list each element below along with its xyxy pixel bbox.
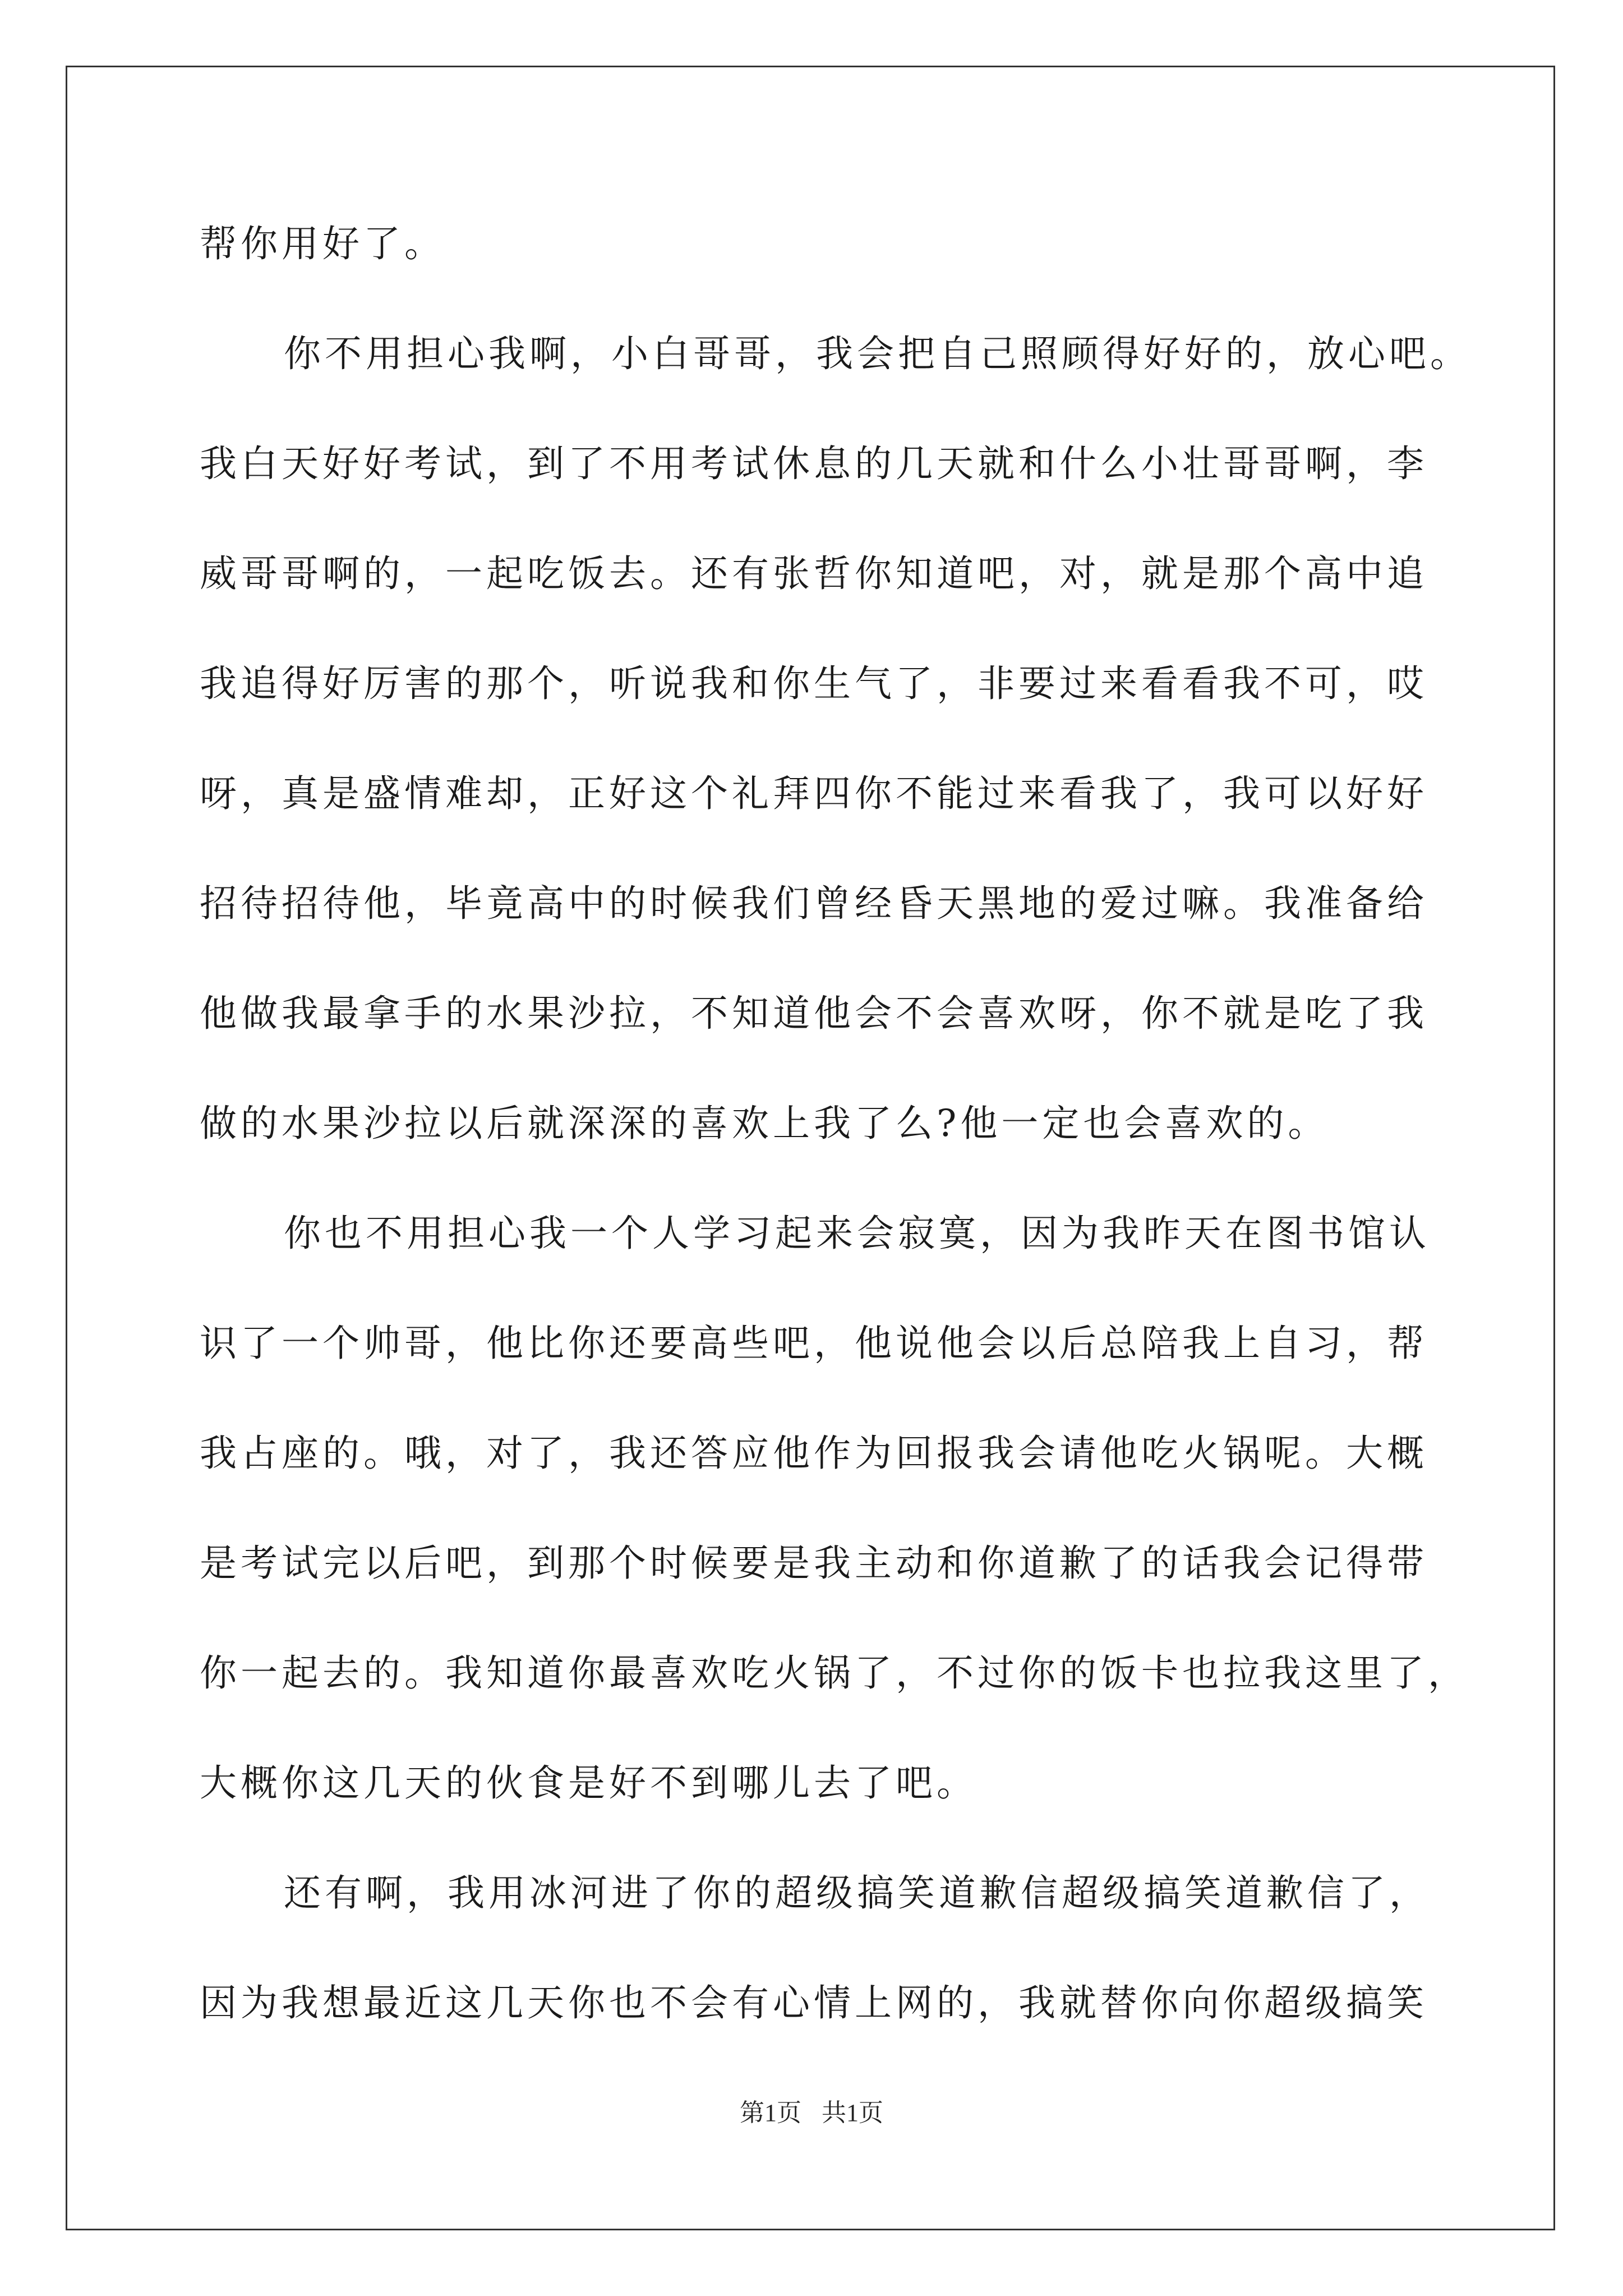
text-line: 我占座的。哦，对了，我还答应他作为回报我会请他吃火锅呢。大概: [200, 1432, 1428, 1475]
text-line: 因为我想最近这几天你也不会有心情上网的，我就替你向你超级搞笑: [200, 1981, 1428, 2024]
text-line: 他做我最拿手的水果沙拉，不知道他会不会喜欢呀，你不就是吃了我: [200, 992, 1428, 1035]
text-line: 呀，真是盛情难却，正好这个礼拜四你不能过来看我了，我可以好好: [200, 772, 1428, 815]
text-line: 威哥哥啊的，一起吃饭去。还有张哲你知道吧，对，就是那个高中追: [200, 552, 1428, 595]
text-line: 大概你这几天的伙食是好不到哪儿去了吧。: [200, 1761, 978, 1805]
document-body: [200, 213, 1471, 2082]
text-line: 招待招待他，毕竟高中的时候我们曾经昏天黑地的爱过嘛。我准备给: [200, 882, 1428, 925]
text-line: 我追得好厉害的那个，听说我和你生气了，非要过来看看我不可，哎: [200, 662, 1428, 705]
page-footer: [0, 2092, 1623, 2128]
text-line: 帮你用好了。: [200, 222, 445, 265]
page-number: 第1页: [740, 2099, 801, 2127]
page-count: 共1页: [822, 2099, 883, 2127]
text-line: 你不用担心我啊，小白哥哥，我会把自己照顾得好好的，放心吧。: [284, 332, 1471, 375]
text-line: 识了一个帅哥，他比你还要高些吧，他说他会以后总陪我上自习，帮: [200, 1322, 1428, 1365]
text-line: 做的水果沙拉以后就深深的喜欢上我了么?他一定也会喜欢的。: [200, 1102, 1329, 1145]
text-line: 你一起去的。我知道你最喜欢吃火锅了，不过你的饭卡也拉我这里了，: [200, 1651, 1469, 1695]
text-line: 还有啊，我用冰河进了你的超级搞笑道歉信超级搞笑道歉信了，: [284, 1871, 1430, 1915]
text-line: 你也不用担心我一个人学习起来会寂寞，因为我昨天在图书馆认: [284, 1212, 1430, 1255]
text-line: 是考试完以后吧，到那个时候要是我主动和你道歉了的话我会记得带: [200, 1542, 1428, 1585]
text-line: 我白天好好考试，到了不用考试休息的几天就和什么小壮哥哥啊，李: [200, 442, 1428, 485]
